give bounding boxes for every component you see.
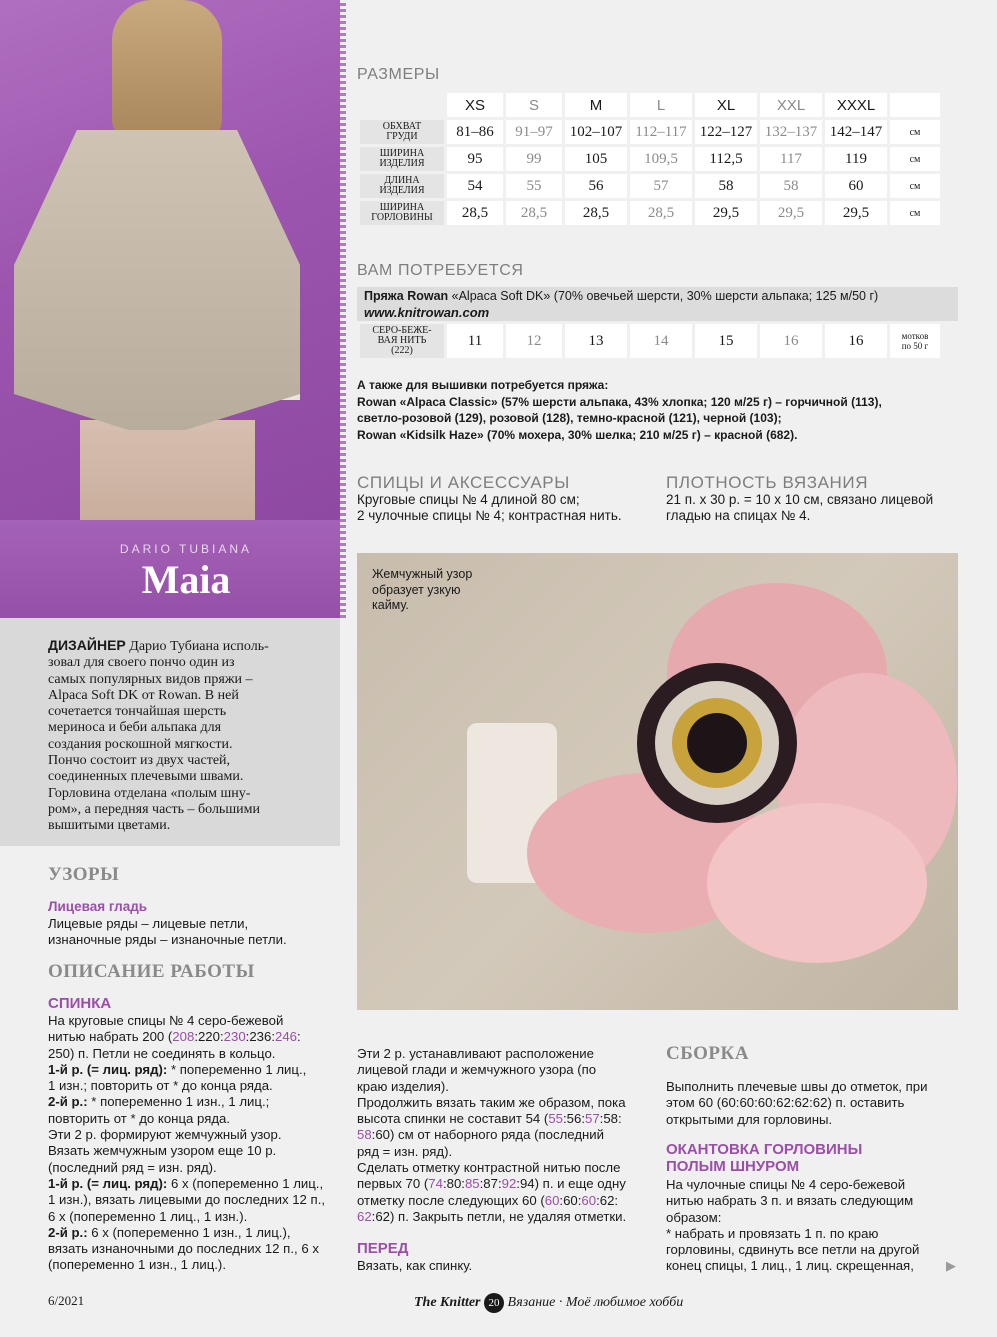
patterns-text: Лицевые ряды – лицевые петли, изнаночные ряды – изнаночные петли. [48, 916, 287, 948]
back-text: На круговые спицы № 4 серо-бежевой нитью набрать 200 (208:220:230:236:246: 250) п. Петли не соединять в кольцо. 1-й р. (= лиц. ряд): * попеременно 1 лиц., 1 изн.; повторить от * до конца ряда. 2-й р.: * попеременно 1 изн., 1 лиц.; повторить от * до конца ряда. Эти 2 р. формируют жемчужный узор. Вязать жемчужным узором еще 10 р. (последний ряд = изн. ряд). 1-й р. (= лиц. ряд): 6 х (попеременно 1 лиц., 1 изн.), вязать лицевыми до последних 12 п., 6 х (попеременно 1 лиц., 1 изн.). 2-й р.: 6 х (попеременно 1 изн., 1 лиц.), вязать изнаночными до последних 12 п., 6 х (попеременно 1 изн., 1 лиц.). [48, 1013, 326, 1273]
back-heading: СПИНКА [48, 995, 112, 1012]
gauge-heading: ПЛОТНОСТЬ ВЯЗАНИЯ [666, 473, 869, 492]
skeins-table [357, 321, 943, 361]
photo-caption: Жемчужный узор образует узкую кайму. [372, 567, 473, 612]
sizes-heading: РАЗМЕРЫ [357, 66, 440, 83]
needles-text: Круговые спицы № 4 длиной 80 см; 2 чулочные спицы № 4; контрастная нить. [357, 492, 622, 524]
assembly-heading: СБОРКА [666, 1043, 750, 1064]
poncho-back-photo [0, 0, 340, 520]
footer-brand: The Knitter 20 Вязание · Моё любимое хобби [414, 1293, 683, 1313]
table-row: ОБХВАТ ГРУДИ 81–86 91–97 102–107 112–117 122–127 132–137 142–147 см [360, 120, 940, 144]
patterns-heading: УЗОРЫ [48, 864, 120, 885]
sizes-table [357, 90, 943, 228]
yarn-line: Пряжа Rowan «Alpaca Soft DK» (70% овечьей шерсти, 30% шерсти альпака; 125 м/50 г) [364, 289, 879, 303]
table-row: ШИРИНА ИЗДЕЛИЯ 95 99 105 109,5 112,5 117 119 см [360, 147, 940, 171]
gauge-text: 21 п. х 30 р. = 10 х 10 см, связано лицевой гладью на спицах № 4. [666, 492, 934, 524]
front-text: Вязать, как спинку. [357, 1258, 473, 1273]
embroidery-detail-photo [357, 553, 958, 1010]
table-row: XS S M L XL XXL XXXL [360, 93, 940, 117]
table-row: ДЛИНА ИЗДЕЛИЯ 54 55 56 57 58 58 60 см [360, 174, 940, 198]
yarn-website-link[interactable]: www.knitrowan.com [364, 305, 490, 320]
issue-number: 6/2021 [48, 1293, 85, 1308]
needles-heading: СПИЦЫ И АКСЕССУАРЫ [357, 473, 570, 492]
assembly-text: Выполнить плечевые швы до отметок, при этом 60 (60:60:60:62:62:62) п. оставить открытыми для горловины. [666, 1079, 928, 1127]
page-number: 20 [484, 1293, 504, 1313]
designer-name: DARIO TUBIANA [119, 542, 253, 556]
table-row: СЕРО-БЕЖЕ- ВАЯ НИТЬ (222) 11 12 13 14 15 16 16 мотков по 50 г [360, 324, 940, 358]
neck-heading: ОКАНТОВКА ГОРЛОВИНЫ ПОЛЫМ ШНУРОМ [666, 1141, 863, 1175]
zigzag-edge [340, 0, 346, 618]
table-row: ШИРИНА ГОРЛОВИНЫ 28,5 28,5 28,5 28,5 29,5 29,5 29,5 см [360, 201, 940, 225]
work-heading: ОПИСАНИЕ РАБОТЫ [48, 961, 255, 982]
front-heading: ПЕРЕД [357, 1240, 409, 1257]
continue-arrow-icon: ▶ [946, 1258, 956, 1273]
extra-yarn-text: А также для вышивки потребуется пряжа: Rowan «Alpaca Classic» (57% шерсти альпака, 43% хлопка; 120 м/25 г) – горчичной (113), светло-розовой (129), розовой (128), темно-красной (121), черной (103); Rowan «Kidsilk Haze» (70% мохера, 30% шелка; 210 м/25 г) – красной (682). [357, 378, 882, 442]
back-text-continued: Эти 2 р. устанавливают расположение лицевой глади и жемчужного узора (по краю изделия). Продолжить вязать таким же образом, пока высота спинки не составит 54 (55:56:57:58: 58:60) см от наборного ряда (последний ряд = изн. ряд). Сделать отметку контрастной нитью после первых 70 (74:80:85:87:92:94) п. и еще одну отметку после следующих 60 (60:60:60:62: 62:62) п. Закрыть петли, не удаляя отметки. [357, 1046, 627, 1224]
intro-text: ДИЗАЙНЕР Дарио Тубиана исполь- зовал для своего пончо один из самых популярных видов пряжи – Alpaca Soft DK от Rowan. В ней сочетается тончайшая шерсть мериноса и беби альпака для создания роскошной мягкости. Пончо состоит из двух частей, соединенных плечевыми швами. Горловина отделана «полым шну- ром», а передняя часть – большими вышитыми цветами. [48, 637, 269, 834]
neck-text: На чулочные спицы № 4 серо-бежевой нитью набрать 3 п. и вязать следующим образом: * набрать и провязать 1 п. по краю горловины, сдвинуть все петли на другой конец спицы, 1 лиц., 1 лиц. скрещенная, [666, 1177, 920, 1274]
materials-heading: ВАМ ПОТРЕБУЕТСЯ [357, 262, 524, 279]
model-title: Maia [141, 557, 231, 602]
patterns-sub: Лицевая гладь [48, 899, 148, 914]
